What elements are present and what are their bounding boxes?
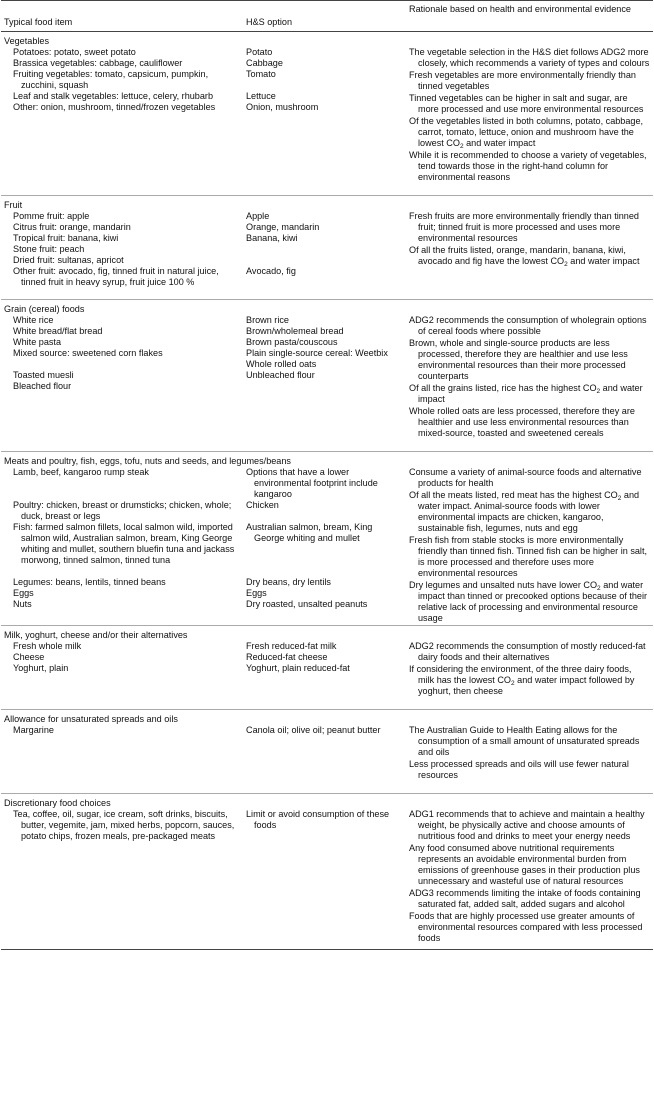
hs-option: Apple <box>246 211 270 221</box>
rationale-text: Whole rolled oats are less processed, therefore they are healthier and use less environmental resources than mixed-source, toasted and sweetened cereals <box>409 406 635 438</box>
header-row <box>1 1 653 32</box>
rationale-text: While it is recommended to choose a variety of vegetables, tend towards those in the right-hand column for environmental reasons <box>409 150 647 182</box>
hs-option: Potato <box>246 47 273 57</box>
rationale-text: Of all the fruits listed, orange, mandarin, banana, kiwi, avocado and fig have the lowest $CO_2$ and water impact <box>409 245 640 268</box>
section-title: Grain (cereal) foods <box>1 300 653 316</box>
food-item: Margarine <box>13 725 54 735</box>
header-rationale: Rationale based on health and environmental evidence <box>406 1 653 32</box>
hs-option: Orange, mandarin <box>246 222 320 232</box>
food-item: Tea, coffee, oil, sugar, ice cream, soft drinks, biscuits, butter, vegemite, jam, mixed herbs, popcorn, sauces, potato chips, frozen meals, pre-packaged meats <box>13 809 235 841</box>
section-title: Allowance for unsaturated spreads and oils <box>1 710 653 726</box>
food-item: White pasta <box>13 337 62 347</box>
header-typical-food: Typical food item <box>1 1 243 32</box>
section-body <box>1 641 653 698</box>
hs-option: Limit or avoid consumption of these foods <box>246 809 390 830</box>
section-title: Discretionary food choices <box>1 794 653 810</box>
rationale-text: Consume a variety of animal-source foods and alternative products for health <box>409 467 642 488</box>
rationale-text: The Australian Guide to Health Eating allows for the consumption of a small amount of unsaturated spreads and oils <box>409 725 640 757</box>
hs-option: Onion, mushroom <box>246 102 319 112</box>
section-meats <box>1 452 653 468</box>
section-title: Milk, yoghurt, cheese and/or their alternatives <box>1 626 653 642</box>
food-comparison-table <box>1 0 653 950</box>
hs-option: Options that have a lower environmental footprint include kangaroo <box>246 467 378 499</box>
section-body <box>1 211 653 288</box>
food-item: Stone fruit: peach <box>13 244 85 254</box>
hs-option: Tomato <box>246 69 276 79</box>
rationale-text: ADG2 recommends the consumption of mostly reduced-fat dairy foods and their alternatives <box>409 641 646 662</box>
food-item: Leaf and stalk vegetables: lettuce, celery, rhubarb <box>13 91 214 101</box>
header-hs-option: H&S option <box>243 1 406 32</box>
section-body <box>1 47 653 184</box>
food-item: White rice <box>13 315 54 325</box>
hs-option: Dry roasted, unsalted peanuts <box>246 599 368 609</box>
hs-option: Canola oil; olive oil; peanut butter <box>246 725 381 735</box>
section-fruit <box>1 196 653 212</box>
section-title: Meats and poultry, fish, eggs, tofu, nuts and seeds, and legumes/beans <box>1 452 653 468</box>
hs-option: Fresh reduced-fat milk <box>246 641 337 651</box>
food-item: Fruiting vegetables: tomato, capsicum, pumpkin, zucchini, squash <box>13 69 209 90</box>
food-item: White bread/flat bread <box>13 326 103 336</box>
rationale-text: Foods that are highly processed use greater amounts of environmental resources compared with less processed foods <box>409 911 643 943</box>
rationale-text: Of all the meats listed, red meat has the highest $CO_2$ and water impact. Animal-source foods with lower environmental impacts are chicken, kangaroo, sustainable fish, legumes, nuts and egg <box>409 490 640 533</box>
rationale-text: Dry legumes and unsalted nuts have lower $CO_2$ and water impact than tinned or precooked options because of their relative lack of processing and environmental resource usage <box>409 580 648 623</box>
food-item: Eggs <box>13 588 34 598</box>
rationale-text: Fresh fruits are more environmentally friendly than tinned fruit; tinned fruit is more processed and uses more environmental resources <box>409 211 639 243</box>
food-item: Lamb, beef, kangaroo rump steak <box>13 467 149 477</box>
hs-option <box>246 244 403 266</box>
hs-option: Eggs <box>246 588 267 598</box>
section-body <box>1 315 653 440</box>
hs-option: Plain single-source cereal: Weetbix <box>246 348 388 358</box>
food-item: Mixed source: sweetened corn flakes <box>13 348 163 358</box>
section-title: Vegetables <box>4 36 50 46</box>
food-item: Potatoes: potato, sweet potato <box>13 47 136 57</box>
hs-option: Whole rolled oats <box>246 359 317 369</box>
section-vegetables <box>1 32 653 48</box>
food-item: Poultry: chicken, breast or drumsticks; chicken, whole; duck, breast or legs <box>13 500 232 521</box>
rationale-text: Any food consumed above nutritional requirements represents an avoidable environmental burden from emissions of greenhouse gases in their production plus unnecessary and wasteful use of natural resources <box>409 843 640 886</box>
rationale-text: Fresh fish from stable stocks is more environmentally friendly than tinned fish. Tinned fish can be higher in salt, is more processed and therefore uses more environmental resources <box>409 535 647 578</box>
section-title: Fruit <box>1 196 653 212</box>
section-discretionary <box>1 794 653 810</box>
food-item: Dried fruit: sultanas, apricot <box>13 255 124 265</box>
food-item: Pomme fruit: apple <box>13 211 90 221</box>
food-item: Citrus fruit: orange, mandarin <box>13 222 131 232</box>
rationale-text: Of the vegetables listed in both columns, potato, cabbage, carrot, tomato, lettuce, onion and mushroom have the lowest $CO_2$ and water impact <box>409 116 644 150</box>
hs-option: Australian salmon, bream, King George whiting and mullet <box>246 522 373 543</box>
hs-option: Dry beans, dry lentils <box>246 577 331 587</box>
rationale-text: The vegetable selection in the H&S diet follows ADG2 more closely, which recommends a variety of types and colours <box>409 47 650 68</box>
food-item: Toasted muesli <box>13 370 74 380</box>
food-item: Brassica vegetables: cabbage, cauliflower <box>13 58 183 68</box>
food-item: Other fruit: avocado, fig, tinned fruit in natural juice, tinned fruit in heavy syrup, fruit juice 100 % <box>13 266 219 287</box>
section-grain <box>1 300 653 316</box>
hs-option: Avocado, fig <box>246 266 296 276</box>
food-item: Bleached flour <box>13 381 72 391</box>
hs-option: Brown pasta/couscous <box>246 337 338 347</box>
food-item: Yoghurt, plain <box>13 663 69 673</box>
rationale-text: ADG2 recommends the consumption of wholegrain options of cereal foods where possible <box>409 315 647 336</box>
section-body <box>1 809 653 950</box>
rationale-text: If considering the environment, of the three dairy foods, milk has the lowest $CO_2$ and water impact followed by yoghurt, then cheese <box>409 664 635 696</box>
food-item: Fresh whole milk <box>13 641 82 651</box>
hs-option: Brown rice <box>246 315 289 325</box>
food-item: Nuts <box>13 599 32 609</box>
rationale-text: Tinned vegetables can be higher in salt and sugar, are more processed and use more environmental resources <box>409 93 644 114</box>
food-item: Other: onion, mushroom, tinned/frozen vegetables <box>13 102 216 112</box>
rationale-text: ADG3 recommends limiting the intake of foods containing saturated fat, added salt, added sugars and alcohol <box>409 888 641 909</box>
hs-option: Reduced-fat cheese <box>246 652 328 662</box>
hs-option: Unbleached flour <box>246 370 315 380</box>
food-item: Fish: farmed salmon fillets, local salmon wild, imported salmon wild, Australian salmon, bream, King George whiting and mullet, southern bluefin tuna and jackass morwong, tinned salmon, tinned tuna <box>13 522 235 565</box>
rationale-text: Brown, whole and single-source products are less processed, therefore they are healthier and use less environmental resources than their more processed counterparts <box>409 338 628 381</box>
food-item: Tropical fruit: banana, kiwi <box>13 233 119 243</box>
rationale-text: Less processed spreads and oils will use fewer natural resources <box>409 759 629 780</box>
rationale-text: ADG1 recommends that to achieve and maintain a healthy weight, be physically active and choose amounts of nutritious food and drinks to meet your energy needs <box>409 809 645 841</box>
hs-option: Cabbage <box>246 58 283 68</box>
food-item: Cheese <box>13 652 45 662</box>
rationale-text: Of all the grains listed, rice has the highest $CO_2$ and water impact <box>409 383 643 404</box>
rationale-text: Fresh vegetables are more environmentally friendly than tinned vegetables <box>409 70 636 91</box>
hs-option: Yoghurt, plain reduced-fat <box>246 663 350 673</box>
hs-option: Brown/wholemeal bread <box>246 326 344 336</box>
section-milk <box>1 626 653 642</box>
hs-option: Chicken <box>246 500 279 510</box>
section-spreads <box>1 710 653 726</box>
section-body <box>1 725 653 782</box>
hs-option: Banana, kiwi <box>246 233 298 243</box>
hs-option: Lettuce <box>246 91 276 101</box>
section-body <box>1 467 653 626</box>
food-item: Legumes: beans, lentils, tinned beans <box>13 577 166 587</box>
